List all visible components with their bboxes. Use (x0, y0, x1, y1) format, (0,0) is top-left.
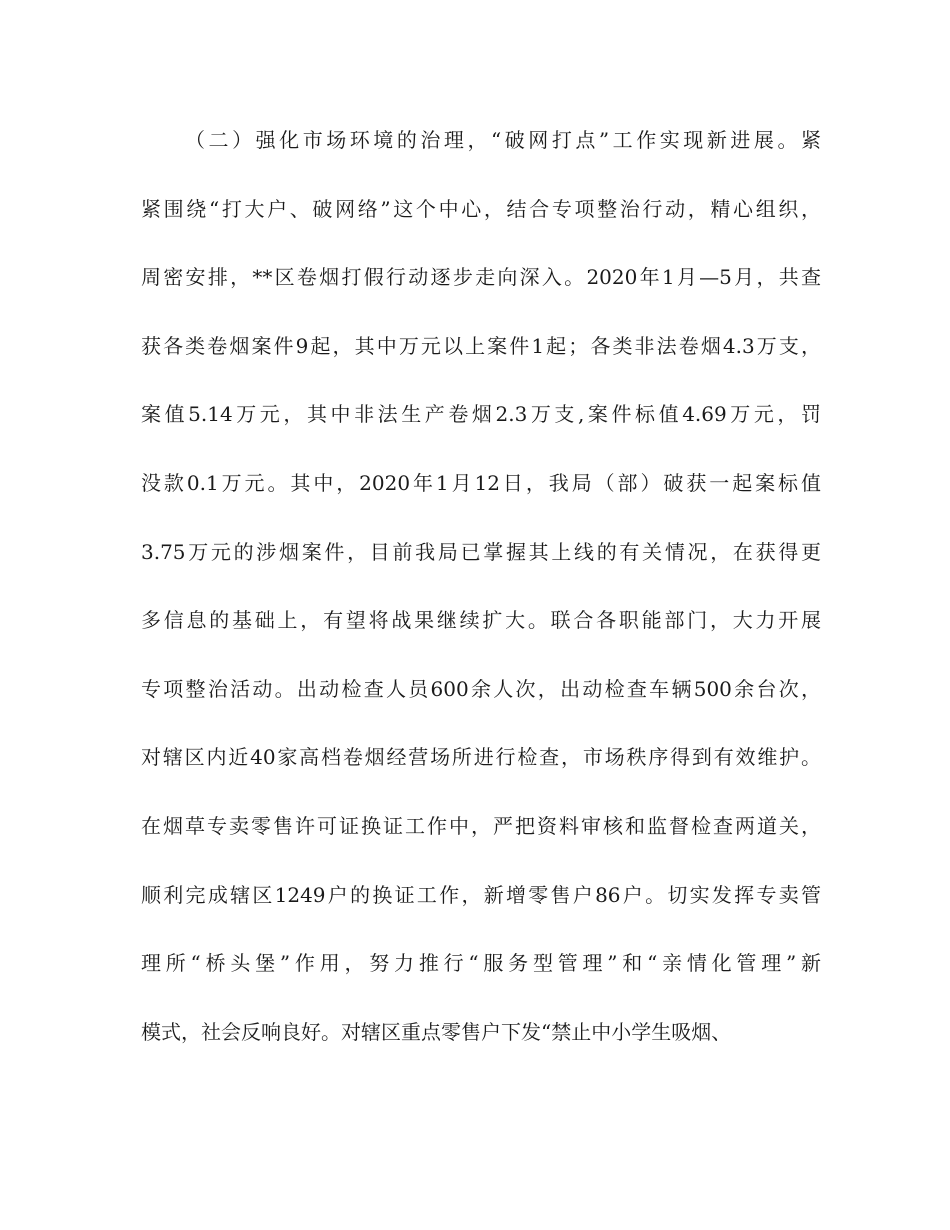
paragraph-line: 多信息的基础上，有望将战果继续扩大。联合各职能部门，大力开展 (141, 608, 821, 633)
body-paragraph (141, 122, 821, 1082)
paragraph-line: 周密安排，**区卷烟打假行动逐步走向深入。2020年1月—5月，共查 (141, 265, 821, 290)
paragraph-line: 获各类卷烟案件9起，其中万元以上案件1起；各类非法卷烟4.3万支， (141, 333, 821, 358)
paragraph-line: 理所“桥头堡”作用，努力推行“服务型管理”和“亲情化管理”新 (141, 951, 821, 976)
paragraph-line: 紧围绕“打大户、破网络”这个中心，结合专项整治行动，精心组织， (141, 196, 821, 221)
paragraph-line: 没款0.1万元。其中，2020年1月12日，我局（部）破获一起案标值 (141, 470, 821, 495)
paragraph-line: 顺利完成辖区1249户的换证工作，新增零售户86户。切实发挥专卖管 (141, 882, 821, 907)
paragraph-line: 在烟草专卖零售许可证换证工作中，严把资料审核和监督检查两道关， (141, 813, 821, 838)
paragraph-line: 对辖区内近40家高档卷烟经营场所进行检查，市场秩序得到有效维护。 (141, 745, 821, 770)
paragraph-line: 案值5.14万元，其中非法生产卷烟2.3万支,案件标值4.69万元，罚 (141, 402, 821, 427)
paragraph-line: 模式，社会反响良好。对辖区重点零售户下发“禁止中小学生吸烟、 (141, 1019, 732, 1044)
paragraph-line: 3.75万元的涉烟案件，目前我局已掌握其上线的有关情况，在获得更 (141, 539, 821, 564)
paragraph-line: 专项整治活动。出动检查人员600余人次，出动检查车辆500余台次， (141, 676, 821, 701)
paragraph-line: （二）强化市场环境的治理，“破网打点”工作实现新进展。紧 (185, 128, 821, 152)
